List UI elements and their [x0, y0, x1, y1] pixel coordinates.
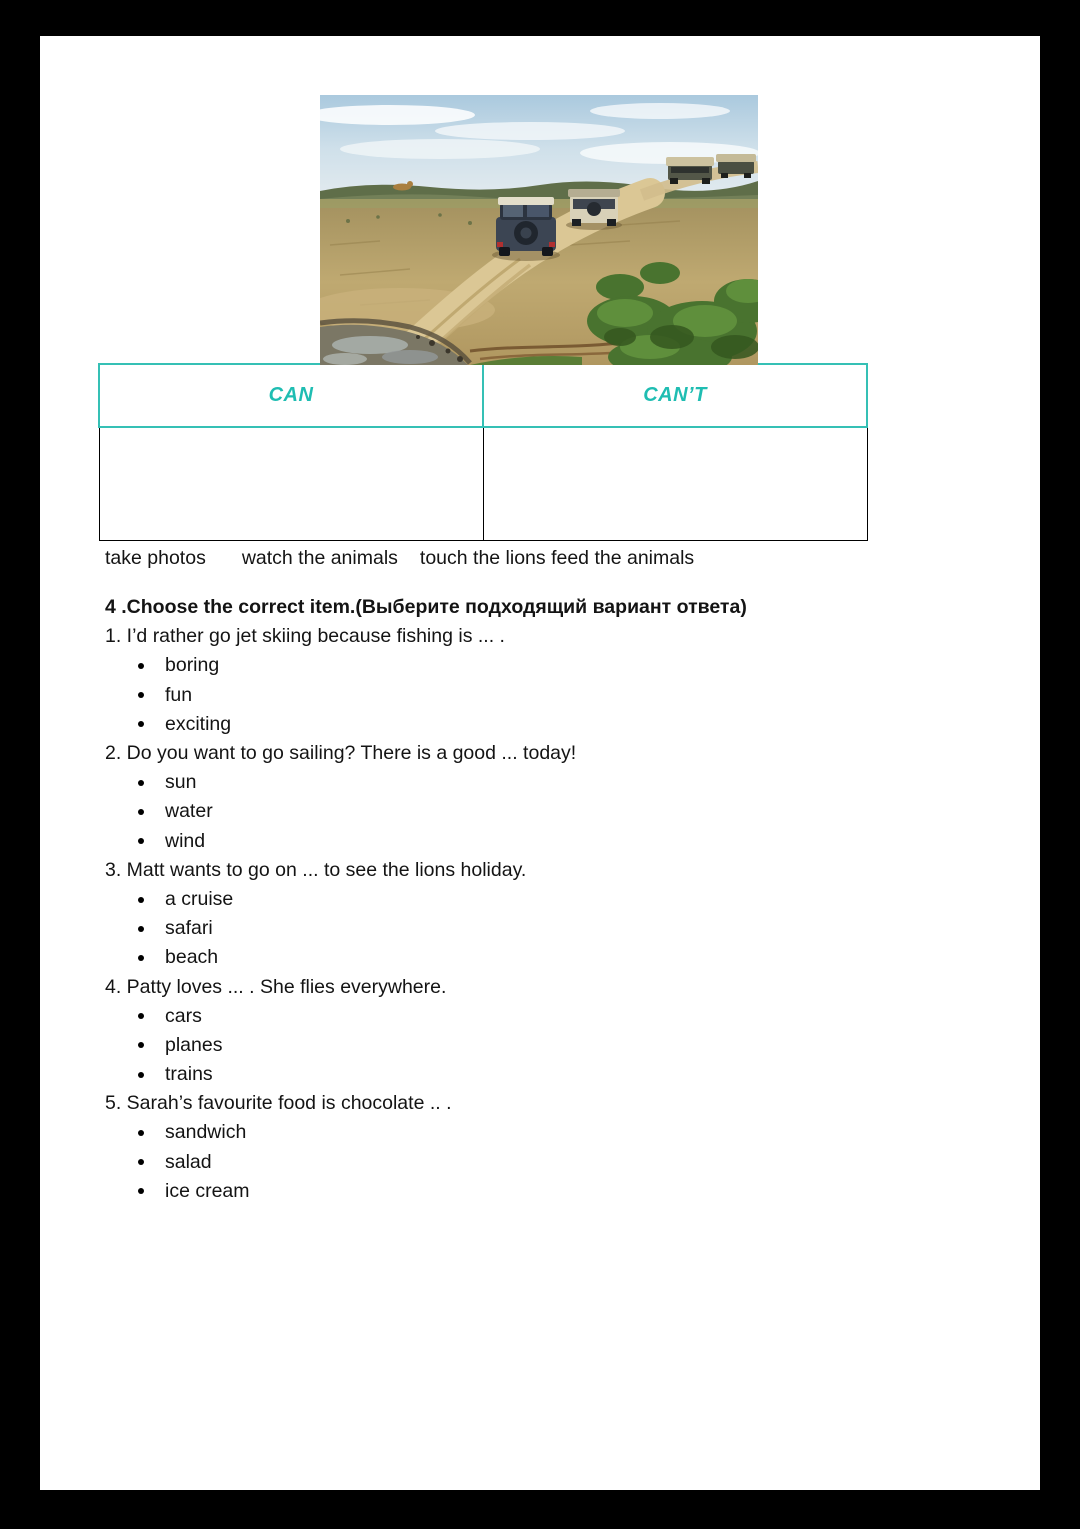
option-label: salad	[165, 1150, 212, 1173]
question-5	[105, 1089, 1025, 1206]
bullet-icon	[138, 692, 144, 698]
option-label: wind	[165, 829, 206, 852]
bullet-icon	[138, 809, 144, 815]
bullet-icon	[138, 721, 144, 727]
option-item	[105, 1177, 1025, 1206]
question-2	[105, 739, 1025, 856]
bullet-icon	[138, 1130, 144, 1136]
option-label: ice cream	[165, 1179, 250, 1202]
bullet-icon	[138, 955, 144, 961]
bullet-icon	[138, 780, 144, 786]
option-item	[105, 710, 1025, 739]
bullet-icon	[138, 663, 144, 669]
table-header-can: CAN	[99, 364, 483, 427]
option-label: cars	[165, 1004, 202, 1027]
table-cell-can	[99, 427, 483, 541]
option-item	[105, 943, 1025, 972]
table-header-cant: CAN’T	[483, 364, 867, 427]
word-bank	[105, 547, 694, 570]
bullet-icon	[138, 1159, 144, 1165]
option-item	[105, 885, 1025, 914]
table-cell-cant	[483, 427, 867, 541]
option-label: water	[165, 800, 213, 823]
option-item	[105, 768, 1025, 797]
option-label: exciting	[165, 712, 232, 735]
option-label: safari	[165, 917, 213, 940]
option-item	[105, 1118, 1025, 1147]
can-cant-table	[98, 363, 868, 541]
option-label: fun	[165, 683, 193, 706]
option-item	[105, 797, 1025, 826]
option-label: trains	[165, 1063, 213, 1086]
question-text: 1. I’d rather go jet skiing because fishing is ... .	[105, 625, 505, 648]
option-item	[105, 827, 1025, 856]
question-4	[105, 973, 1025, 1090]
question-text: 4. Patty loves ... . She flies everywhere.	[105, 975, 447, 998]
option-label: beach	[165, 946, 219, 969]
option-label: boring	[165, 654, 220, 677]
word-bank-item: touch the lions feed the animals	[419, 547, 695, 569]
exercise-heading: 4 .Choose the correct item.(Выберите подходящий вариант ответа)	[105, 596, 747, 618]
word-bank-item: take photos	[105, 547, 206, 569]
bullet-icon	[138, 1188, 144, 1194]
option-item	[105, 651, 1025, 680]
safari-photo-illustration	[320, 95, 758, 365]
word-bank-item: watch the animals	[241, 547, 398, 569]
bullet-icon	[138, 1013, 144, 1019]
question-1	[105, 622, 1025, 739]
option-item	[105, 681, 1025, 710]
bullet-icon	[138, 1042, 144, 1048]
option-label: sun	[165, 771, 197, 794]
option-label: planes	[165, 1033, 223, 1056]
safari-photo	[320, 95, 758, 365]
bullet-icon	[138, 1072, 144, 1078]
option-label: a cruise	[165, 887, 234, 910]
bullet-icon	[138, 838, 144, 844]
worksheet-page	[40, 36, 1040, 1490]
exercise-4	[105, 593, 1025, 1206]
question-text: 2. Do you want to go sailing? There is a good ... today!	[105, 741, 577, 764]
question-text: 5. Sarah’s favourite food is chocolate .. .	[105, 1092, 452, 1115]
bullet-icon	[138, 926, 144, 932]
bullet-icon	[138, 897, 144, 903]
option-item	[105, 914, 1025, 943]
option-item	[105, 1148, 1025, 1177]
option-item	[105, 1060, 1025, 1089]
question-3	[105, 856, 1025, 973]
option-item	[105, 1002, 1025, 1031]
option-item	[105, 1031, 1025, 1060]
option-label: sandwich	[165, 1121, 247, 1144]
question-text: 3. Matt wants to go on ... to see the lions holiday.	[105, 858, 527, 881]
